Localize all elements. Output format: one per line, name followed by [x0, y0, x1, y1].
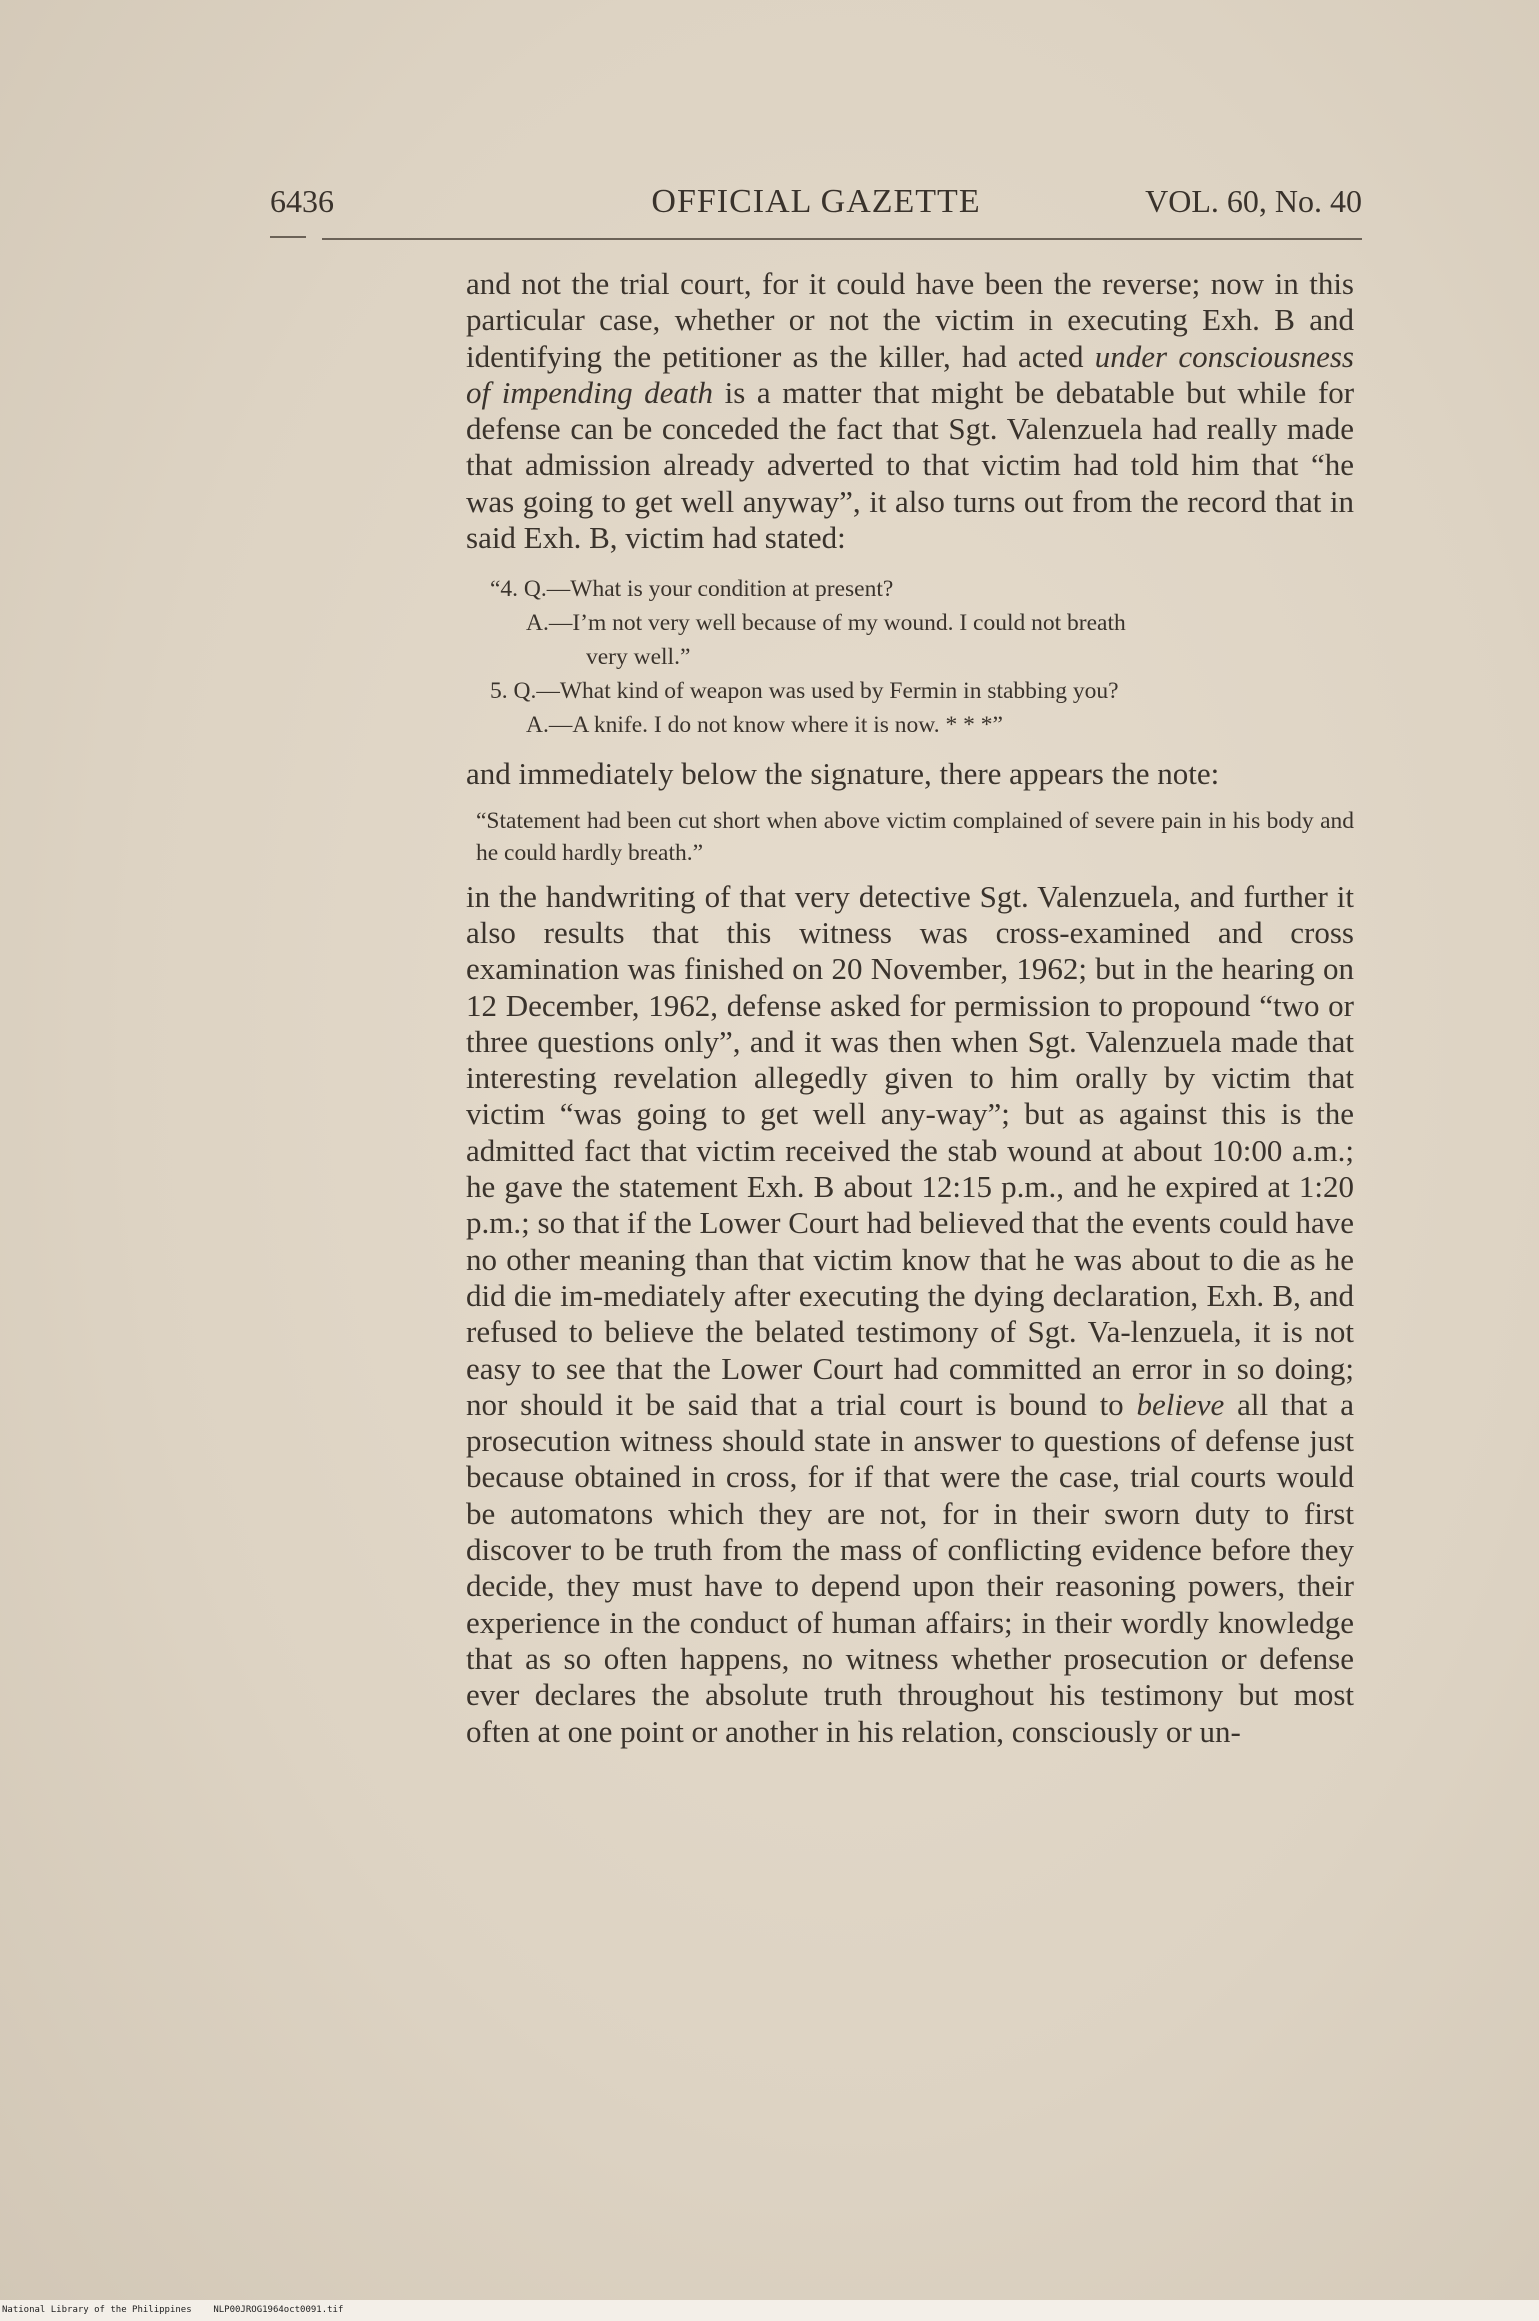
paragraph-3 [466, 879, 1354, 1750]
italic-phrase: under consciousness of impending death [466, 338, 1354, 410]
testimony-quote [466, 572, 1354, 742]
article-body [466, 266, 1354, 1750]
volume-number: VOL. 60, No. 40 [1145, 183, 1362, 219]
gazette-title: OFFICIAL GAZETTE [651, 183, 981, 220]
question-4: “4. Q.—What is your condition at present? [490, 576, 894, 603]
statement-note: “Statement had been cut short when above victim complained of severe pain in his body and he could hardly breath.” [476, 807, 1354, 866]
paragraph-text: is a matter that might be debatable but while for defense can be conceded the fact that Sgt. Valenzuela had really made that admission already adverted to that victim had told him that “he was going to get well anyway”, it also turns out from the record that in said Exh. B, victim had stated: [466, 374, 1355, 556]
header-rule [322, 238, 1362, 240]
answer-4: A.—I’m not very well because of my wound. I could not breath [526, 610, 1126, 637]
paragraph-text: and not the trial court, for it could have been the reverse; now in this particular case, whether or not the victim in executing Exh. B and identifying the petitioner as the killer, had acted [466, 266, 1354, 374]
page-number: 6436 [270, 183, 334, 219]
paragraph-text: all that a prosecution witness should state in answer to questions of defense just because obtained in cross, for if that were the case, trial courts would be automatons which they are not, for in their sworn duty to first discover to be truth from the mass of conflicting evidence before they decide, they must have to depend upon their reasoning powers, their experience in the conduct of human affairs; in their wordly knowledge that as so often happens, no witness whether prosecution or defense ever declares the absolute truth throughout his testimony but most often at one point or another in his relation, consciously or un- [466, 1386, 1354, 1749]
italic-word: believe [1136, 1386, 1225, 1422]
question-5: 5. Q.—What kind of weapon was used by Fermin in stabbing you? [490, 678, 1119, 705]
paragraph-2: and immediately below the signature, there appears the note: [466, 756, 1220, 792]
answer-4-continued: very well.” [586, 644, 691, 671]
file-name: NLP00JROG1964oct0091.tif [213, 2305, 344, 2315]
paragraph-text: in the handwriting of that very detective Sgt. Valenzuela, and further it also results that this witness was cross-examined and cross examination was finished on 20 November, 1962; but in the hearing on 12 December, 1962, defense asked for permission to propound “two or three questions only”, and it was then when Sgt. Valenzuela made that interesting revelation allegedly given to him orally by victim that victim “was going to get well any-way”; but as against this is the admitted fact that victim received the stab wound at about 10:00 a.m.; he gave the statement Exh. B about 12:15 p.m., and he expired at 1:20 p.m.; so that if the Lower Court had believed that the events could have no other meaning than that victim know that he was about to die as he did die im-mediately after executing the dying declaration, Exh. B, and refused to believe the belated testimony of Sgt. Va-lenzuela, it is not easy to see that the Lower Court had committed an error in so doing; nor should it be said that a trial court is bound to [466, 878, 1354, 1422]
paragraph-1 [466, 266, 1354, 556]
library-name: National Library of the Philippines [2, 2305, 192, 2315]
answer-5: A.—A knife. I do not know where it is now. * * *” [526, 712, 1003, 739]
header-rule-short [270, 236, 306, 238]
page-header [270, 183, 1362, 233]
scan-footer [2, 2305, 343, 2315]
